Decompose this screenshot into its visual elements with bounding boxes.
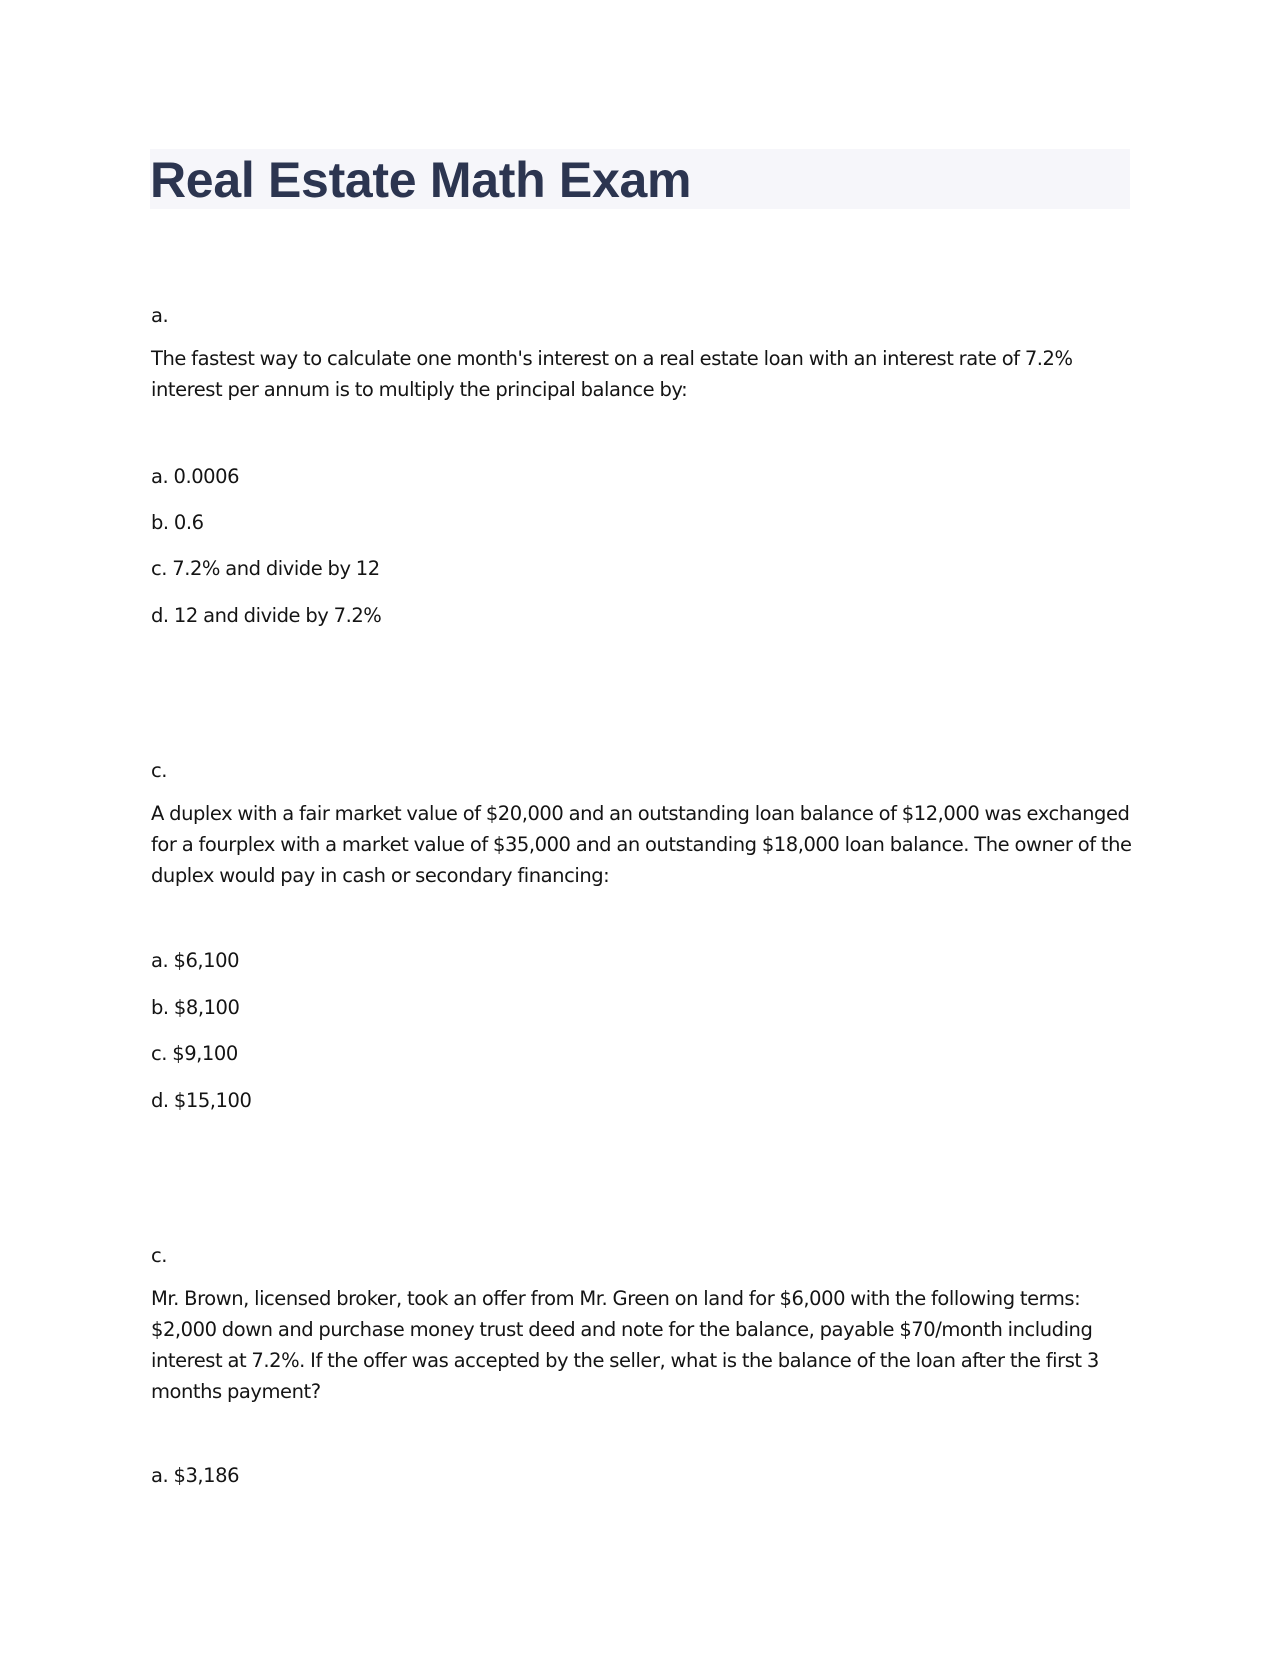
answer-label: c. <box>151 759 168 782</box>
option-c: c. $9,100 <box>151 1042 238 1065</box>
question-text: A duplex with a fair market value of $20,000 and an outstanding loan balance of $12,000 was exchanged for a fourplex with a market value of $35,000 and an outstanding $18,000 loan balance. The owner of the duplex would pay in cash or secondary financing: <box>151 802 1132 887</box>
answer-label: c. <box>151 1244 168 1267</box>
option-b: b. 0.6 <box>151 511 204 534</box>
option-d: d. $15,100 <box>151 1089 252 1112</box>
option-c: c. 7.2% and divide by 12 <box>151 557 380 580</box>
option-b: b. $8,100 <box>151 996 240 1019</box>
option-d: d. 12 and divide by 7.2% <box>151 604 382 627</box>
option-a: a. $3,186 <box>151 1464 240 1487</box>
page-title: Real Estate Math Exam <box>150 152 692 208</box>
answer-label: a. <box>151 304 169 327</box>
question-text: The fastest way to calculate one month's interest on a real estate loan with an interest rate of 7.2% interest per annum is to multiply the principal balance by: <box>151 347 1073 401</box>
question-text: Mr. Brown, licensed broker, took an offer from Mr. Green on land for $6,000 with the following terms: $2,000 down and purchase money trust deed and note for the balance, payable $70/month including interest at 7.2%. If the offer was accepted by the seller, what is the balance of the loan after the first 3 months payment? <box>151 1287 1099 1403</box>
option-a: a. $6,100 <box>151 949 240 972</box>
option-a: a. 0.0006 <box>151 465 240 488</box>
